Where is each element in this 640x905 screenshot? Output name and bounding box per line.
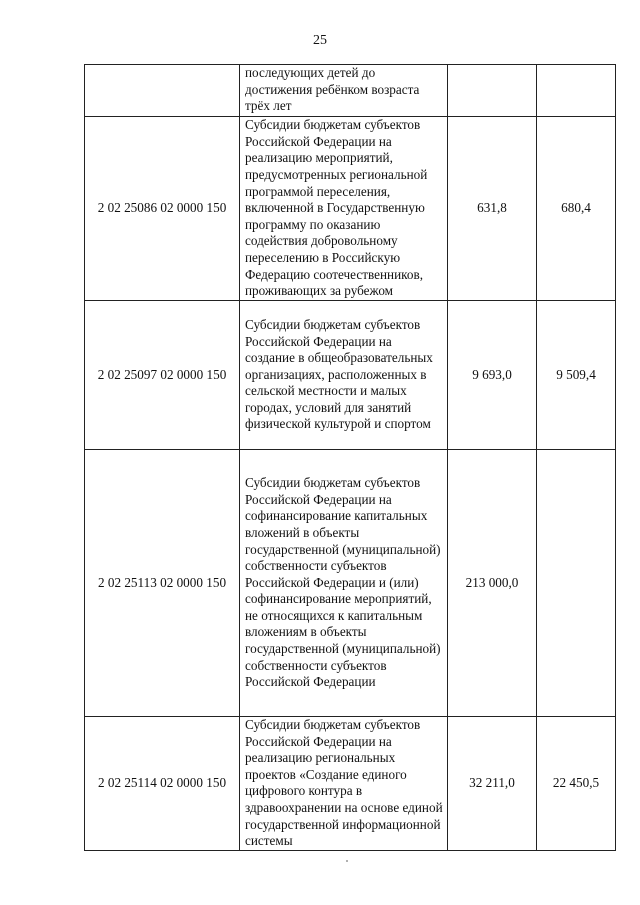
code-cell <box>85 65 240 117</box>
value-2-cell <box>537 450 616 717</box>
table-row <box>85 65 616 117</box>
value-2-cell: 22 450,5 <box>537 717 616 851</box>
value-1-cell: 32 211,0 <box>448 717 537 851</box>
name-cell: Субсидии бюджетам субъектов Российской Федерации на создание в общеобразовательных организациях, расположенных в сельской местности и малых городах, условий для занятий физической культурой и спортом <box>240 301 448 450</box>
table-row <box>85 117 616 301</box>
value-2-cell <box>537 65 616 117</box>
name-cell: последующих детей до достижения ребёнком возраста трёх лет <box>240 65 448 117</box>
value-2-cell: 9 509,4 <box>537 301 616 450</box>
scan-speck <box>346 860 348 862</box>
value-1-cell: 213 000,0 <box>448 450 537 717</box>
code-cell: 2 02 25086 02 0000 150 <box>85 117 240 301</box>
value-1-cell: 9 693,0 <box>448 301 537 450</box>
value-2-cell: 680,4 <box>537 117 616 301</box>
page-number: 25 <box>313 33 327 48</box>
budget-table <box>84 64 616 851</box>
value-1-cell <box>448 65 537 117</box>
code-cell: 2 02 25097 02 0000 150 <box>85 301 240 450</box>
table-row <box>85 450 616 717</box>
table-row <box>85 301 616 450</box>
name-cell: Субсидии бюджетам субъектов Российской Федерации на реализацию региональных проектов «Создание единого цифрового контура в здравоохранении на основе единой государственной информационной системы <box>240 717 448 851</box>
name-cell: Субсидии бюджетам субъектов Российской Федерации на софинансирование капитальных вложений в объекты государственной (муниципальной) собственности субъектов Российской Федерации и (или) софинансирование мероприятий, не относящихся к капитальным вложениям в объекты государственной (муниципальной) собственности субъектов Российской Федерации <box>240 450 448 717</box>
code-cell: 2 02 25114 02 0000 150 <box>85 717 240 851</box>
value-1-cell: 631,8 <box>448 117 537 301</box>
name-cell: Субсидии бюджетам субъектов Российской Федерации на реализацию мероприятий, предусмотренных региональной программой переселения, включенной в Государственную программу по оказанию содействия добровольному переселению в Российскую Федерацию соотечественников, проживающих за рубежом <box>240 117 448 301</box>
table-row <box>85 717 616 851</box>
code-cell: 2 02 25113 02 0000 150 <box>85 450 240 717</box>
